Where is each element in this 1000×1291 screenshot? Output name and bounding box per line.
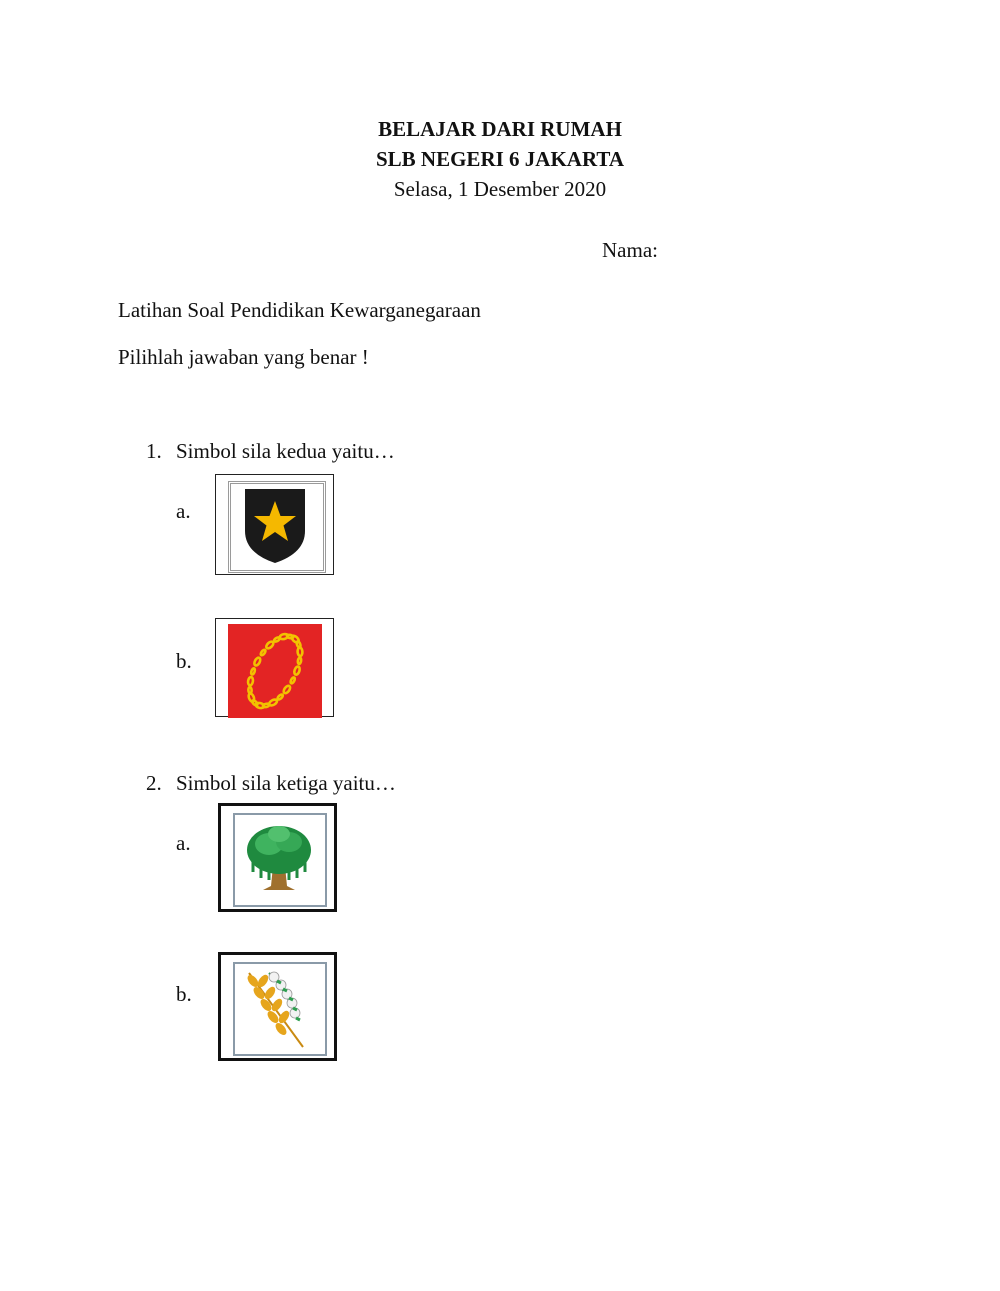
subject-title: Latihan Soal Pendidikan Kewarganegaraan bbox=[118, 298, 481, 322]
option-letter[interactable]: b. bbox=[176, 649, 192, 673]
banyan-tree-icon bbox=[243, 820, 315, 896]
name-label: Nama: bbox=[602, 238, 658, 262]
question-number: 2. bbox=[146, 771, 162, 795]
header-date: Selasa, 1 Desember 2020 bbox=[393, 177, 607, 201]
option-image-tree[interactable] bbox=[218, 803, 337, 912]
question-text: Simbol sila kedua yaitu… bbox=[176, 439, 395, 463]
option-letter[interactable]: a. bbox=[176, 499, 191, 523]
question-text: Simbol sila ketiga yaitu… bbox=[176, 771, 396, 795]
option-letter[interactable]: a. bbox=[176, 831, 191, 855]
instruction: Pilihlah jawaban yang benar ! bbox=[118, 345, 369, 369]
rice-cotton-icon bbox=[243, 967, 319, 1051]
option-image-star[interactable] bbox=[215, 474, 334, 575]
header-school: SLB NEGERI 6 JAKARTA bbox=[375, 147, 624, 171]
star-shield-icon bbox=[242, 487, 308, 565]
option-letter[interactable]: b. bbox=[176, 982, 192, 1006]
option-image-rice-cotton[interactable] bbox=[218, 952, 337, 1061]
chain-icon bbox=[228, 624, 322, 718]
question-number: 1. bbox=[146, 439, 162, 463]
option-image-chain[interactable] bbox=[215, 618, 334, 717]
header-title: BELAJAR DARI RUMAH bbox=[378, 117, 622, 141]
